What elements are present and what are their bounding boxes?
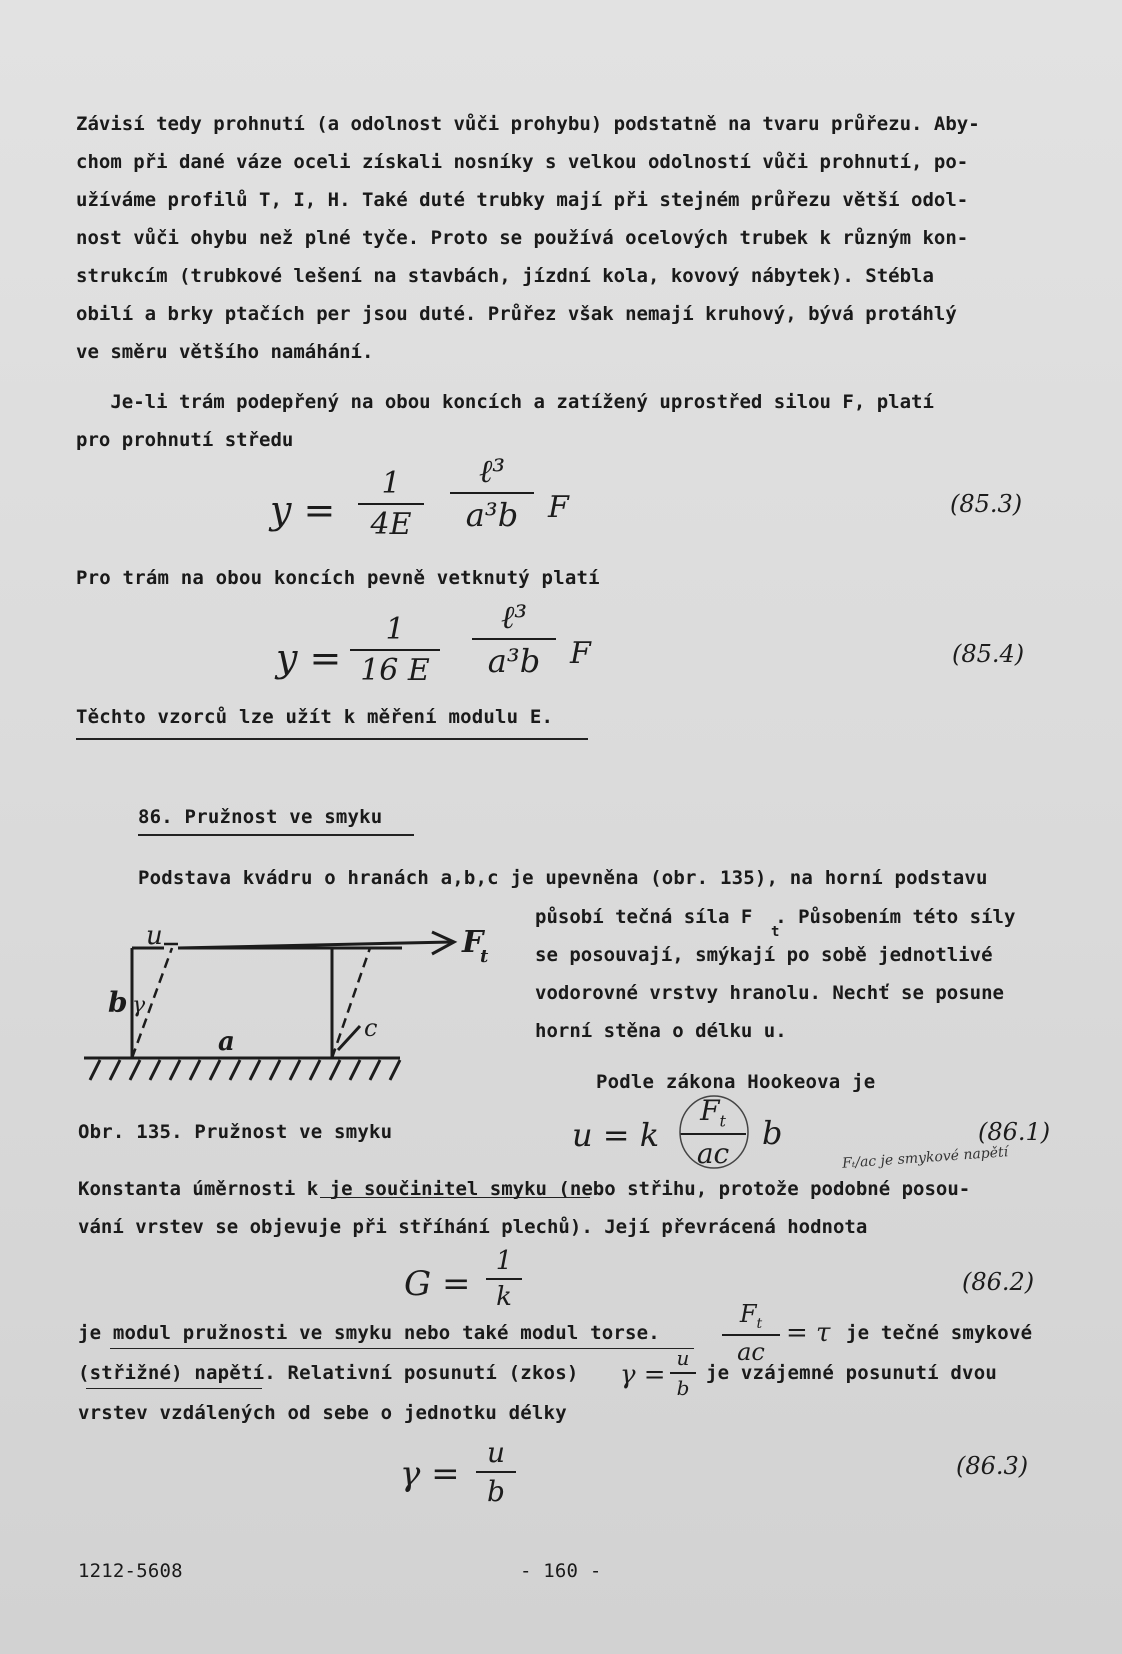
text-line: Závisí tedy prohnutí (a odolnost vůči prohybu) podstatně na tvaru průřezu. Aby- [76, 113, 980, 135]
text-line: horní stěna o délku u. [535, 1020, 787, 1042]
inline-gamma-lhs: γ = [620, 1360, 666, 1390]
text-line: (střižné) napětí. Relativní posunutí (zkos) [78, 1362, 579, 1384]
label-b: b [108, 986, 128, 1019]
text-line: se posouvají, smýkají po sobě jednotlivé [535, 944, 993, 966]
figure-135-shear-diagram [70, 900, 510, 1100]
displaced-edges [132, 944, 370, 1058]
numerator [722, 1300, 780, 1332]
label-force-sub: t [480, 946, 489, 967]
equation-number: (85.3) [950, 490, 1023, 518]
section-heading: 86. Pružnost ve smyku [138, 806, 383, 828]
numerator: ℓ³ [478, 452, 506, 490]
subscript: t [719, 1111, 726, 1131]
eq-lhs: G = [404, 1264, 471, 1304]
fraction [450, 452, 534, 534]
text-line: Těchto vzorců lze užít k měření modulu E. [76, 706, 554, 728]
eq-lhs: y = [270, 488, 336, 532]
numerator-f: F [739, 1300, 757, 1328]
fraction-bar [486, 1278, 522, 1280]
denominator: a³b [487, 642, 541, 680]
fraction [350, 612, 440, 688]
text-line: Pro trám na obou koncích pevně vetknutý platí [76, 567, 600, 589]
label-a: a [218, 1027, 235, 1057]
paragraph-profile-shapes [76, 105, 980, 371]
footer-code: 1212-5608 [78, 1560, 183, 1582]
numerator: 1 [495, 1246, 513, 1276]
numerator: 1 [381, 466, 401, 501]
label-gamma: γ [132, 993, 146, 1018]
text-line: ve směru většího namáhání. [76, 341, 374, 363]
underline-stroke [110, 1348, 694, 1349]
fraction-bar [350, 649, 440, 651]
text-line: vání vrstev se objevuje při stříhání plechů). Její převrácená hodnota [78, 1216, 868, 1238]
numerator: u [676, 1346, 690, 1370]
denominator: 16 E [360, 653, 430, 688]
underline-stroke [76, 738, 588, 740]
equation-number: (86.2) [962, 1268, 1035, 1296]
subscript: t [771, 924, 780, 940]
denominator: 4E [370, 507, 412, 542]
subscript: t [756, 1315, 763, 1332]
eq-lhs: u = k [572, 1116, 660, 1154]
fraction-bar [476, 1471, 516, 1473]
fraction [486, 1246, 522, 1312]
fraction-bar [472, 638, 556, 640]
numerator: u [486, 1436, 506, 1469]
text-line: strukcím (trubkové lešení na stavbách, jízdní kola, kovový nábytek). Stébla [76, 265, 934, 287]
paragraph-shear-coefficient [78, 1170, 970, 1246]
denominator: ac [737, 1337, 765, 1366]
label-u: u [146, 921, 163, 951]
denominator: ac [696, 1136, 730, 1170]
circle-mark [676, 1092, 756, 1172]
text-line: působí tečná síla F . Působením této síly [535, 906, 1016, 928]
denominator: b [487, 1475, 505, 1508]
fraction-bar [450, 492, 534, 494]
text-line: vrstev vzdálených od sebe o jednotku délky [78, 1402, 567, 1424]
label-force: F [462, 925, 484, 960]
text-line: chom při dané váze oceli získali nosníky s velkou odolností vůči prohnutí, po- [76, 151, 969, 173]
equation-number: (86.1) [978, 1118, 1051, 1146]
eq-lhs: γ = [400, 1454, 460, 1494]
inline-fraction [722, 1300, 780, 1366]
fraction-bar [670, 1372, 696, 1374]
underline-stroke [86, 1388, 262, 1389]
inline-fraction [670, 1346, 696, 1400]
equation-number: (85.4) [952, 640, 1025, 668]
eq-lhs: y = [276, 636, 342, 680]
block-outline [132, 948, 402, 1058]
text-line: nost vůči ohybu než plné tyče. Proto se používá ocelových trubek k různým kon- [76, 227, 969, 249]
equation-number: (86.3) [956, 1452, 1029, 1480]
text-line: je vzájemné posunutí dvou [706, 1362, 997, 1384]
text-line: Podle zákona Hookeova je [596, 1071, 876, 1093]
fraction-bar [358, 503, 424, 505]
fraction [476, 1436, 516, 1508]
numerator-f: F [700, 1094, 720, 1127]
text-line: Konstanta úměrnosti k je součinitel smyku (nebo střihu, protože podobné posou- [78, 1178, 971, 1200]
margin-note: Fₜ/ac je smykové napětí [841, 1144, 1009, 1172]
force-arrow-icon [178, 932, 454, 954]
text-line: užíváme profilů T, I, H. Také duté trubky mají při stejném průřezu větší odol- [76, 189, 969, 211]
text-line: Podstava kvádru o hranách a,b,c je upevněna (obr. 135), na horní podstavu [138, 867, 988, 889]
text-line: obilí a brky ptačích per jsou duté. Průřez však nemají kruhový, bývá protáhlý [76, 303, 957, 325]
numerator: 1 [385, 612, 405, 647]
paragraph-supported-beam [76, 383, 934, 459]
text-line: je tečné smykové [846, 1322, 1033, 1344]
page-number: - 160 - [520, 1560, 602, 1582]
edge-c-marker [338, 1026, 360, 1050]
fraction-bar [722, 1334, 780, 1336]
text-line: Je-li trám podepřený na obou koncích a zatížený uprostřed silou F, platí [76, 391, 934, 413]
denominator: b [676, 1376, 690, 1400]
text-line: vodorovné vrstvy hranolu. Nechť se posune [535, 982, 1004, 1004]
underline-stroke [138, 834, 414, 836]
eq-tail: b [762, 1114, 783, 1152]
ground-hatch [84, 1058, 400, 1080]
eq-tail: F [570, 636, 591, 671]
paragraph-shear-right [535, 898, 1015, 1050]
numerator: ℓ³ [500, 598, 528, 636]
text-line: pro prohnutí středu [76, 429, 294, 451]
eq-tail: F [548, 490, 569, 525]
denominator: k [496, 1282, 512, 1312]
text-line: je modul pružnosti ve smyku nebo také modul torse. [78, 1322, 660, 1344]
tau-symbol: = τ [786, 1318, 831, 1348]
fraction [358, 466, 424, 542]
fraction [472, 598, 556, 680]
underline-stroke [320, 1197, 590, 1198]
denominator: a³b [465, 496, 519, 534]
label-c: c [364, 1014, 378, 1042]
figure-caption: Obr. 135. Pružnost ve smyku [78, 1121, 393, 1143]
